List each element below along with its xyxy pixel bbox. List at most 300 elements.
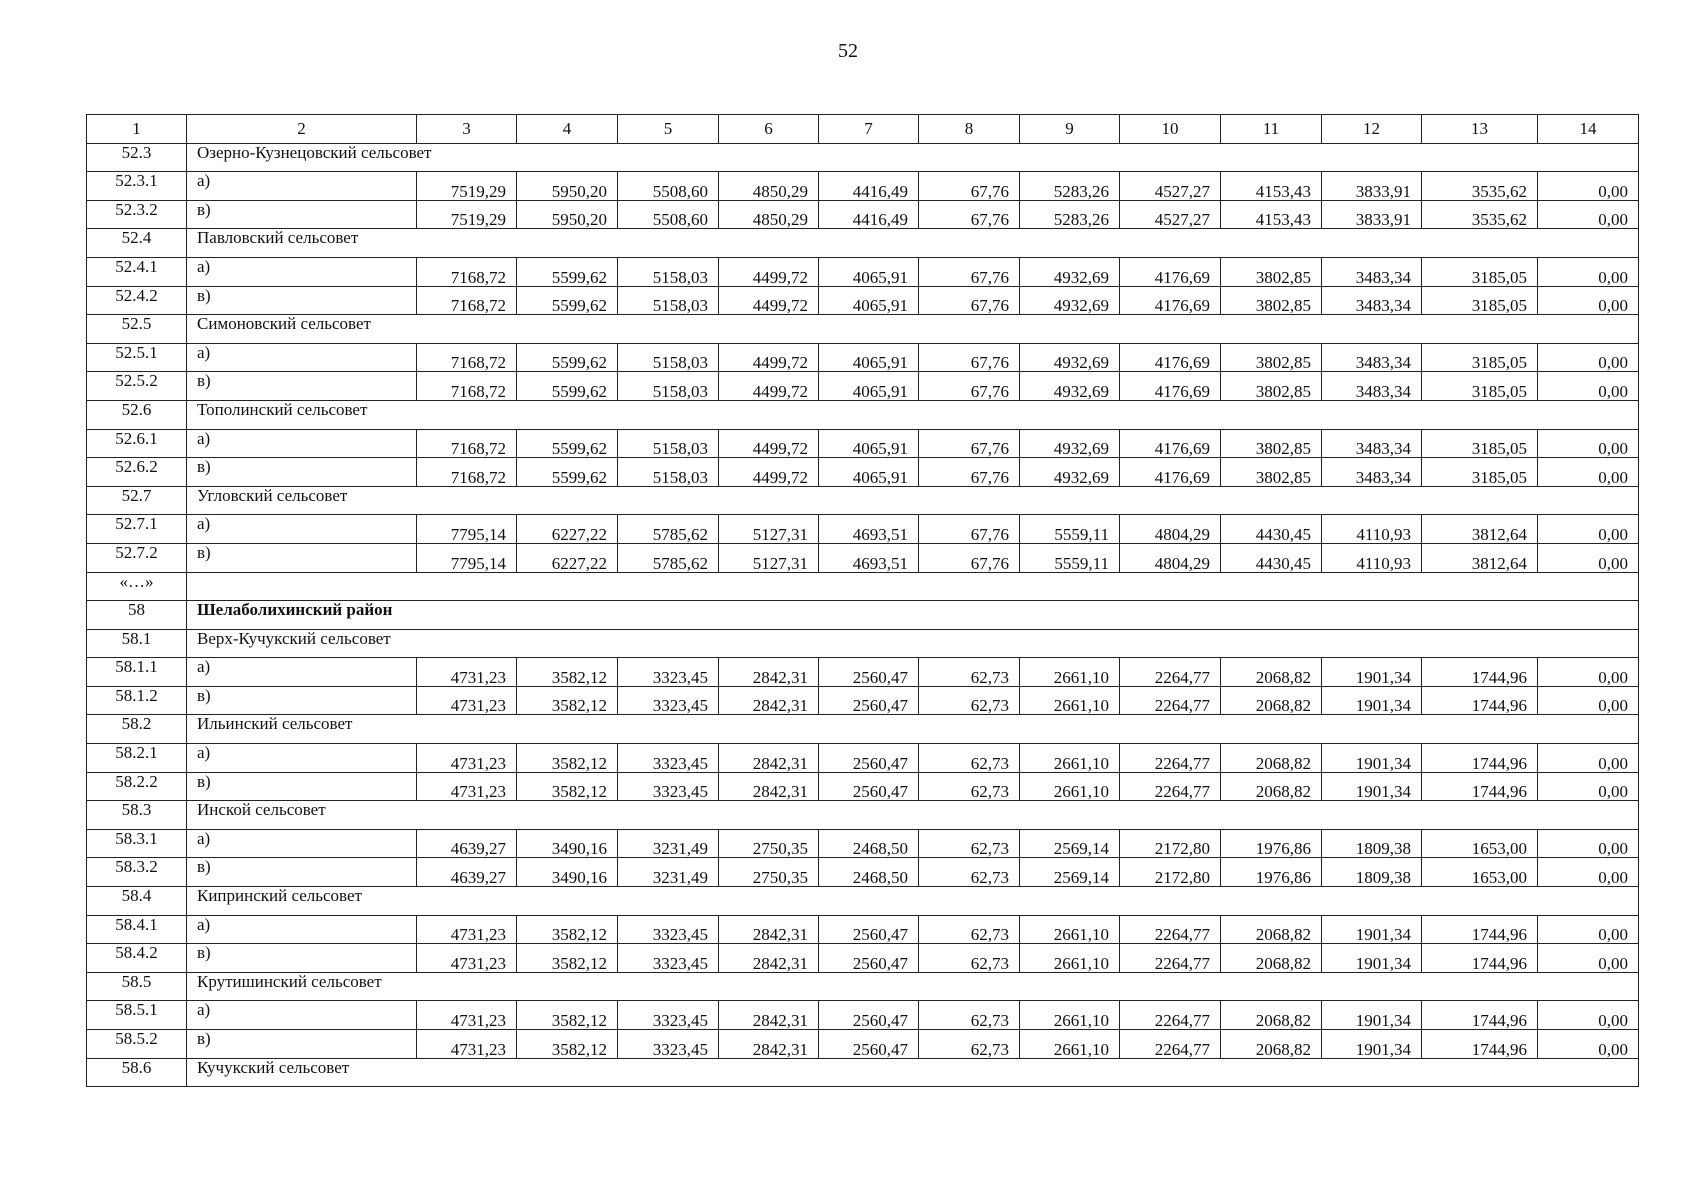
value-cell: 2068,82	[1221, 772, 1322, 801]
table-row	[87, 458, 1639, 487]
value-cell: 0,00	[1538, 543, 1639, 572]
value-cell: 62,73	[919, 1001, 1020, 1030]
value-cell: 0,00	[1538, 658, 1639, 687]
value-cell: 4065,91	[819, 257, 919, 286]
value-cell: 3323,45	[618, 1030, 719, 1059]
value-cell: 3490,16	[517, 858, 618, 887]
value-cell: 4693,51	[819, 543, 919, 572]
value-cell: 67,76	[919, 200, 1020, 229]
value-cell: 67,76	[919, 257, 1020, 286]
section-row	[87, 400, 1639, 429]
value-cell: 2264,77	[1120, 915, 1221, 944]
row-code: 58.4.2	[87, 944, 187, 973]
section-code: 52.4	[87, 229, 187, 258]
row-label: а)	[187, 829, 417, 858]
header-row	[87, 115, 1639, 144]
section-code: 52.7	[87, 486, 187, 515]
value-cell: 67,76	[919, 286, 1020, 315]
value-cell: 2068,82	[1221, 944, 1322, 973]
value-cell: 5559,11	[1020, 543, 1120, 572]
value-cell: 3582,12	[517, 772, 618, 801]
value-cell: 3582,12	[517, 744, 618, 773]
value-cell: 4639,27	[417, 829, 517, 858]
tariff-table	[86, 114, 1639, 1087]
value-cell: 2661,10	[1020, 1001, 1120, 1030]
table-row	[87, 515, 1639, 544]
section-name: Инской сельсовет	[187, 801, 1639, 830]
column-header: 10	[1120, 115, 1221, 144]
value-cell: 6227,22	[517, 543, 618, 572]
value-cell: 5283,26	[1020, 200, 1120, 229]
value-cell: 3483,34	[1322, 458, 1422, 487]
value-cell: 5127,31	[719, 515, 819, 544]
value-cell: 0,00	[1538, 858, 1639, 887]
value-cell: 62,73	[919, 829, 1020, 858]
column-header: 2	[187, 115, 417, 144]
value-cell: 3483,34	[1322, 429, 1422, 458]
value-cell: 4499,72	[719, 372, 819, 401]
page-number: 52	[838, 40, 858, 62]
value-cell: 3582,12	[517, 658, 618, 687]
column-header: 12	[1322, 115, 1422, 144]
section-code: 58.5	[87, 972, 187, 1001]
value-cell: 4176,69	[1120, 286, 1221, 315]
value-cell: 0,00	[1538, 829, 1639, 858]
value-cell: 5283,26	[1020, 172, 1120, 201]
value-cell: 1744,96	[1422, 1030, 1538, 1059]
value-cell: 7519,29	[417, 200, 517, 229]
value-cell: 2068,82	[1221, 658, 1322, 687]
value-cell: 2842,31	[719, 772, 819, 801]
section-code: 58.3	[87, 801, 187, 830]
value-cell: 5158,03	[618, 372, 719, 401]
column-header: 13	[1422, 115, 1538, 144]
value-cell: 4850,29	[719, 172, 819, 201]
value-cell: 2569,14	[1020, 858, 1120, 887]
table-row	[87, 543, 1639, 572]
row-code: 58.4.1	[87, 915, 187, 944]
table-row	[87, 372, 1639, 401]
value-cell: 5127,31	[719, 543, 819, 572]
row-code: 52.4.1	[87, 257, 187, 286]
section-name	[187, 572, 1639, 601]
value-cell: 2560,47	[819, 1001, 919, 1030]
value-cell: 3812,64	[1422, 543, 1538, 572]
section-name: Озерно-Кузнецовский сельсовет	[187, 143, 1639, 172]
table-row	[87, 829, 1639, 858]
row-label: в)	[187, 372, 417, 401]
value-cell: 5785,62	[618, 543, 719, 572]
row-code: 52.4.2	[87, 286, 187, 315]
value-cell: 5785,62	[618, 515, 719, 544]
value-cell: 2842,31	[719, 658, 819, 687]
row-label: в)	[187, 858, 417, 887]
row-label: в)	[187, 286, 417, 315]
value-cell: 1901,34	[1322, 686, 1422, 715]
value-cell: 62,73	[919, 944, 1020, 973]
value-cell: 2560,47	[819, 772, 919, 801]
value-cell: 1653,00	[1422, 829, 1538, 858]
value-cell: 62,73	[919, 1030, 1020, 1059]
value-cell: 7168,72	[417, 257, 517, 286]
value-cell: 0,00	[1538, 515, 1639, 544]
value-cell: 5508,60	[618, 200, 719, 229]
value-cell: 2661,10	[1020, 1030, 1120, 1059]
value-cell: 2560,47	[819, 658, 919, 687]
table-row	[87, 172, 1639, 201]
value-cell: 7168,72	[417, 429, 517, 458]
row-code: 52.5.2	[87, 372, 187, 401]
value-cell: 3833,91	[1322, 200, 1422, 229]
value-cell: 4804,29	[1120, 515, 1221, 544]
table-row	[87, 429, 1639, 458]
value-cell: 0,00	[1538, 200, 1639, 229]
section-code: 58.4	[87, 887, 187, 916]
value-cell: 1976,86	[1221, 858, 1322, 887]
value-cell: 2468,50	[819, 829, 919, 858]
value-cell: 2560,47	[819, 686, 919, 715]
value-cell: 2661,10	[1020, 744, 1120, 773]
value-cell: 3535,62	[1422, 172, 1538, 201]
column-header: 8	[919, 115, 1020, 144]
value-cell: 0,00	[1538, 429, 1639, 458]
value-cell: 3582,12	[517, 686, 618, 715]
value-cell: 4065,91	[819, 343, 919, 372]
value-cell: 2842,31	[719, 944, 819, 973]
section-code: «…»	[87, 572, 187, 601]
value-cell: 5599,62	[517, 257, 618, 286]
table-row	[87, 772, 1639, 801]
row-code: 52.7.1	[87, 515, 187, 544]
section-name: Ильинский сельсовет	[187, 715, 1639, 744]
value-cell: 2560,47	[819, 1030, 919, 1059]
value-cell: 4731,23	[417, 686, 517, 715]
value-cell: 62,73	[919, 858, 1020, 887]
value-cell: 2468,50	[819, 858, 919, 887]
table-row	[87, 915, 1639, 944]
value-cell: 62,73	[919, 772, 1020, 801]
section-name: Кучукский сельсовет	[187, 1058, 1639, 1087]
section-row	[87, 315, 1639, 344]
value-cell: 4499,72	[719, 286, 819, 315]
value-cell: 7795,14	[417, 515, 517, 544]
value-cell: 4110,93	[1322, 543, 1422, 572]
value-cell: 0,00	[1538, 1030, 1639, 1059]
value-cell: 4153,43	[1221, 200, 1322, 229]
value-cell: 3323,45	[618, 915, 719, 944]
value-cell: 2560,47	[819, 944, 919, 973]
value-cell: 2842,31	[719, 915, 819, 944]
value-cell: 4110,93	[1322, 515, 1422, 544]
value-cell: 3185,05	[1422, 458, 1538, 487]
value-cell: 3582,12	[517, 944, 618, 973]
value-cell: 3582,12	[517, 1030, 618, 1059]
value-cell: 1744,96	[1422, 658, 1538, 687]
value-cell: 3185,05	[1422, 343, 1538, 372]
value-cell: 2661,10	[1020, 944, 1120, 973]
column-header: 6	[719, 115, 819, 144]
value-cell: 3802,85	[1221, 286, 1322, 315]
row-label: а)	[187, 658, 417, 687]
value-cell: 5158,03	[618, 257, 719, 286]
value-cell: 1809,38	[1322, 829, 1422, 858]
section-code: 58	[87, 601, 187, 630]
value-cell: 62,73	[919, 658, 1020, 687]
value-cell: 1901,34	[1322, 658, 1422, 687]
value-cell: 3802,85	[1221, 372, 1322, 401]
row-label: в)	[187, 686, 417, 715]
row-label: в)	[187, 944, 417, 973]
value-cell: 2264,77	[1120, 1001, 1221, 1030]
row-label: а)	[187, 429, 417, 458]
value-cell: 4731,23	[417, 944, 517, 973]
section-row	[87, 715, 1639, 744]
value-cell: 2560,47	[819, 744, 919, 773]
value-cell: 2264,77	[1120, 1030, 1221, 1059]
value-cell: 4430,45	[1221, 515, 1322, 544]
section-row	[87, 887, 1639, 916]
value-cell: 0,00	[1538, 744, 1639, 773]
value-cell: 1976,86	[1221, 829, 1322, 858]
value-cell: 4499,72	[719, 343, 819, 372]
value-cell: 4804,29	[1120, 543, 1221, 572]
section-name: Симоновский сельсовет	[187, 315, 1639, 344]
value-cell: 5559,11	[1020, 515, 1120, 544]
section-code: 58.6	[87, 1058, 187, 1087]
value-cell: 0,00	[1538, 286, 1639, 315]
value-cell: 5158,03	[618, 286, 719, 315]
value-cell: 0,00	[1538, 172, 1639, 201]
value-cell: 2264,77	[1120, 772, 1221, 801]
value-cell: 1901,34	[1322, 772, 1422, 801]
value-cell: 3582,12	[517, 1001, 618, 1030]
row-label: в)	[187, 1030, 417, 1059]
value-cell: 3185,05	[1422, 257, 1538, 286]
value-cell: 5599,62	[517, 429, 618, 458]
column-header: 11	[1221, 115, 1322, 144]
section-name: Шелаболихинский район	[187, 601, 1639, 630]
value-cell: 3483,34	[1322, 286, 1422, 315]
value-cell: 4731,23	[417, 1001, 517, 1030]
value-cell: 67,76	[919, 543, 1020, 572]
value-cell: 67,76	[919, 429, 1020, 458]
section-name: Тополинский сельсовет	[187, 400, 1639, 429]
section-code: 58.1	[87, 629, 187, 658]
value-cell: 4527,27	[1120, 172, 1221, 201]
row-label: в)	[187, 772, 417, 801]
value-cell: 1744,96	[1422, 944, 1538, 973]
value-cell: 1901,34	[1322, 944, 1422, 973]
section-row	[87, 1058, 1639, 1087]
value-cell: 7168,72	[417, 372, 517, 401]
value-cell: 2750,35	[719, 858, 819, 887]
value-cell: 2842,31	[719, 1001, 819, 1030]
value-cell: 4731,23	[417, 915, 517, 944]
column-header: 7	[819, 115, 919, 144]
value-cell: 4065,91	[819, 458, 919, 487]
row-code: 52.6.1	[87, 429, 187, 458]
value-cell: 5950,20	[517, 200, 618, 229]
row-label: в)	[187, 543, 417, 572]
ellipsis-row	[87, 572, 1639, 601]
value-cell: 4693,51	[819, 515, 919, 544]
value-cell: 1744,96	[1422, 915, 1538, 944]
value-cell: 0,00	[1538, 343, 1639, 372]
value-cell: 2172,80	[1120, 829, 1221, 858]
section-row	[87, 143, 1639, 172]
value-cell: 2264,77	[1120, 686, 1221, 715]
value-cell: 2661,10	[1020, 658, 1120, 687]
value-cell: 67,76	[919, 458, 1020, 487]
section-name: Павловский сельсовет	[187, 229, 1639, 258]
value-cell: 1901,34	[1322, 1030, 1422, 1059]
value-cell: 2264,77	[1120, 944, 1221, 973]
table-row	[87, 286, 1639, 315]
value-cell: 0,00	[1538, 372, 1639, 401]
value-cell: 1744,96	[1422, 686, 1538, 715]
value-cell: 4932,69	[1020, 429, 1120, 458]
value-cell: 0,00	[1538, 458, 1639, 487]
row-code: 52.5.1	[87, 343, 187, 372]
value-cell: 62,73	[919, 744, 1020, 773]
row-code: 52.3.1	[87, 172, 187, 201]
value-cell: 3802,85	[1221, 257, 1322, 286]
value-cell: 2750,35	[719, 829, 819, 858]
value-cell: 6227,22	[517, 515, 618, 544]
section-row	[87, 229, 1639, 258]
section-code: 52.3	[87, 143, 187, 172]
row-label: а)	[187, 257, 417, 286]
value-cell: 4731,23	[417, 772, 517, 801]
table-body	[87, 115, 1639, 1087]
row-code: 58.2.2	[87, 772, 187, 801]
value-cell: 3185,05	[1422, 429, 1538, 458]
value-cell: 3833,91	[1322, 172, 1422, 201]
value-cell: 4176,69	[1120, 343, 1221, 372]
value-cell: 5599,62	[517, 372, 618, 401]
value-cell: 3483,34	[1322, 257, 1422, 286]
value-cell: 0,00	[1538, 915, 1639, 944]
value-cell: 5599,62	[517, 458, 618, 487]
value-cell: 4932,69	[1020, 343, 1120, 372]
value-cell: 1744,96	[1422, 1001, 1538, 1030]
value-cell: 4499,72	[719, 429, 819, 458]
value-cell: 2569,14	[1020, 829, 1120, 858]
value-cell: 4065,91	[819, 372, 919, 401]
value-cell: 3185,05	[1422, 286, 1538, 315]
value-cell: 4416,49	[819, 200, 919, 229]
value-cell: 4731,23	[417, 744, 517, 773]
value-cell: 5158,03	[618, 429, 719, 458]
value-cell: 2842,31	[719, 744, 819, 773]
value-cell: 0,00	[1538, 686, 1639, 715]
value-cell: 2842,31	[719, 1030, 819, 1059]
section-name: Кипринский сельсовет	[187, 887, 1639, 916]
value-cell: 1901,34	[1322, 915, 1422, 944]
value-cell: 2068,82	[1221, 915, 1322, 944]
value-cell: 4499,72	[719, 257, 819, 286]
value-cell: 4932,69	[1020, 286, 1120, 315]
value-cell: 5599,62	[517, 286, 618, 315]
value-cell: 2661,10	[1020, 686, 1120, 715]
value-cell: 3483,34	[1322, 372, 1422, 401]
value-cell: 7168,72	[417, 343, 517, 372]
value-cell: 5158,03	[618, 343, 719, 372]
value-cell: 2264,77	[1120, 744, 1221, 773]
value-cell: 2264,77	[1120, 658, 1221, 687]
value-cell: 4932,69	[1020, 372, 1120, 401]
value-cell: 4932,69	[1020, 257, 1120, 286]
value-cell: 4176,69	[1120, 429, 1221, 458]
row-code: 52.3.2	[87, 200, 187, 229]
table-row	[87, 744, 1639, 773]
value-cell: 0,00	[1538, 944, 1639, 973]
row-code: 58.5.1	[87, 1001, 187, 1030]
value-cell: 3323,45	[618, 1001, 719, 1030]
section-name: Угловский сельсовет	[187, 486, 1639, 515]
value-cell: 4639,27	[417, 858, 517, 887]
value-cell: 67,76	[919, 172, 1020, 201]
value-cell: 5599,62	[517, 343, 618, 372]
value-cell: 2842,31	[719, 686, 819, 715]
column-header: 3	[417, 115, 517, 144]
value-cell: 3231,49	[618, 858, 719, 887]
value-cell: 1744,96	[1422, 772, 1538, 801]
table-row	[87, 686, 1639, 715]
value-cell: 4176,69	[1120, 458, 1221, 487]
value-cell: 3323,45	[618, 944, 719, 973]
section-row	[87, 486, 1639, 515]
row-code: 58.2.1	[87, 744, 187, 773]
value-cell: 0,00	[1538, 1001, 1639, 1030]
value-cell: 4065,91	[819, 429, 919, 458]
value-cell: 4176,69	[1120, 257, 1221, 286]
table-row	[87, 1030, 1639, 1059]
table-row	[87, 944, 1639, 973]
value-cell: 3812,64	[1422, 515, 1538, 544]
value-cell: 3323,45	[618, 744, 719, 773]
row-code: 58.5.2	[87, 1030, 187, 1059]
value-cell: 4527,27	[1120, 200, 1221, 229]
row-code: 58.1.1	[87, 658, 187, 687]
section-name: Верх-Кучукский сельсовет	[187, 629, 1639, 658]
row-label: а)	[187, 172, 417, 201]
value-cell: 4430,45	[1221, 543, 1322, 572]
value-cell: 62,73	[919, 686, 1020, 715]
value-cell: 67,76	[919, 372, 1020, 401]
column-header: 5	[618, 115, 719, 144]
section-row	[87, 801, 1639, 830]
table-row	[87, 658, 1639, 687]
value-cell: 5950,20	[517, 172, 618, 201]
row-label: в)	[187, 458, 417, 487]
row-code: 58.1.2	[87, 686, 187, 715]
value-cell: 3231,49	[618, 829, 719, 858]
row-code: 52.6.2	[87, 458, 187, 487]
row-label: а)	[187, 744, 417, 773]
column-header: 9	[1020, 115, 1120, 144]
value-cell: 1744,96	[1422, 744, 1538, 773]
value-cell: 4731,23	[417, 1030, 517, 1059]
value-cell: 3490,16	[517, 829, 618, 858]
value-cell: 2560,47	[819, 915, 919, 944]
value-cell: 2661,10	[1020, 915, 1120, 944]
value-cell: 1901,34	[1322, 744, 1422, 773]
table-row	[87, 343, 1639, 372]
value-cell: 4416,49	[819, 172, 919, 201]
value-cell: 4153,43	[1221, 172, 1322, 201]
value-cell: 7519,29	[417, 172, 517, 201]
